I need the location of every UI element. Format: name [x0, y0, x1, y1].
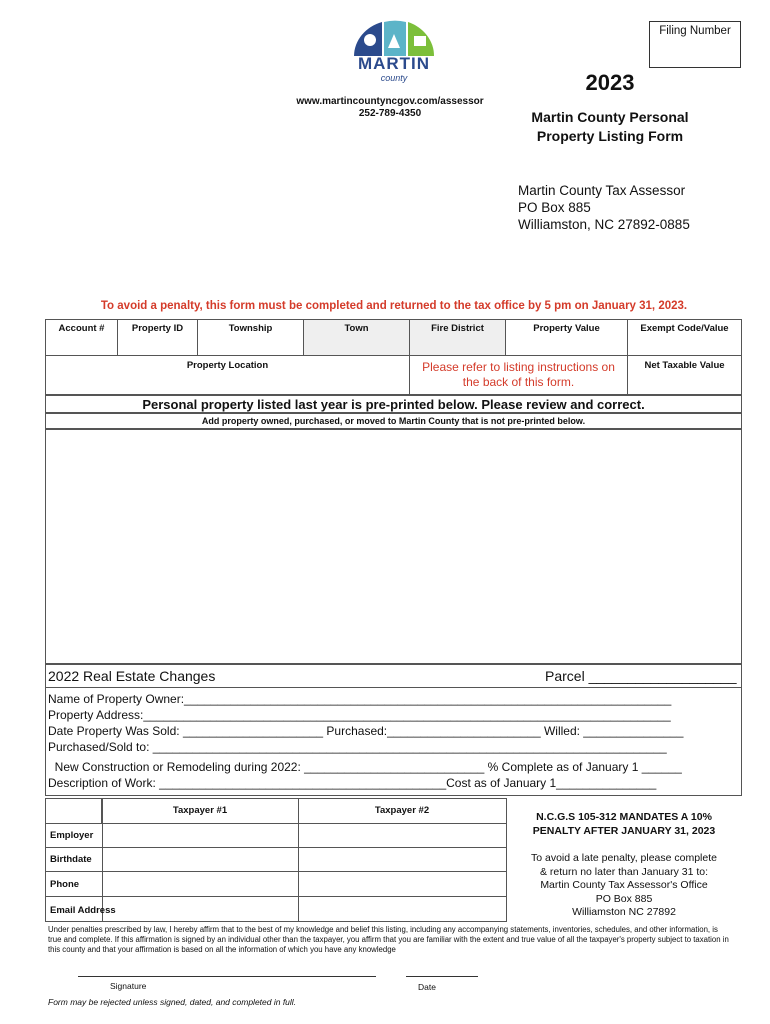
address-line: Martin County Tax Assessor	[518, 183, 686, 198]
return-line: PO Box 885	[595, 892, 653, 905]
account-cell[interactable]	[46, 320, 118, 356]
instructions-line2: the back of this form.	[462, 375, 575, 389]
property-id-cell[interactable]	[118, 320, 198, 356]
taxpayer2-email-field[interactable]	[299, 897, 506, 921]
township-cell[interactable]	[198, 320, 304, 356]
property-location-label: Property Location	[186, 360, 269, 371]
exempt-cell[interactable]	[628, 320, 741, 356]
form-title	[500, 108, 720, 146]
date-line[interactable]	[406, 976, 478, 977]
township-header: Township	[228, 323, 273, 334]
filing-number-label: Filing Number	[659, 25, 731, 37]
property-address-field[interactable]: Property Address:_______________________________________________________________________________	[48, 708, 671, 722]
taxpayer2-phone-field[interactable]	[299, 872, 506, 896]
affirmation-text: Under penalties prescribed by law, I hereby affirm that to the best of my knowledge and belief this listing, including any accompanying statements, inventories, schedules, and other information, is true and complete. If this affirmation is signed by an individual other than the taxpayer, you affirm that you are familiar with the extent and true value of all the taxpayer's property subject to taxation in this county and that your affirmation is based on all the information of which you have any knowledge	[48, 925, 729, 954]
return-instructions	[510, 852, 738, 920]
parcel-field[interactable]: Parcel ___________________	[545, 668, 737, 684]
purchased-sold-to-field[interactable]: Purchased/Sold to: _____________________________________________________________________________	[48, 740, 667, 754]
taxpayer1-employer-field[interactable]	[103, 824, 298, 847]
net-taxable-cell[interactable]	[628, 356, 741, 394]
taxpayer1-phone-field[interactable]	[103, 872, 298, 896]
taxpayer1-birthdate-field[interactable]	[103, 848, 298, 871]
website-link[interactable]: www.martincountyncgov.com/assessor	[296, 96, 484, 107]
form-year: 2023	[585, 70, 635, 95]
footer-note: Form may be rejected unless signed, dated, and completed in full.	[48, 997, 297, 1007]
property-id-header: Property ID	[131, 323, 184, 334]
return-line: & return no later than January 31 to:	[539, 865, 709, 878]
net-taxable-label: Net Taxable Value	[644, 360, 725, 371]
instructions-line1: Please refer to listing instructions on	[422, 360, 615, 374]
instructions-cell	[410, 356, 628, 394]
employer-label: Employer	[50, 830, 94, 841]
return-line: Williamston NC 27892	[572, 906, 676, 918]
logo-text: MARTIN	[357, 54, 431, 73]
town-header: Town	[344, 323, 369, 334]
fire-district-header: Fire District	[431, 323, 484, 334]
property-location-cell[interactable]	[46, 356, 410, 394]
logo-subtext: county	[380, 73, 408, 83]
taxpayer1-header: Taxpayer #1	[172, 805, 228, 816]
real-estate-heading: 2022 Real Estate Changes	[48, 668, 216, 684]
owner-name-field[interactable]: Name of Property Owner:_________________________________________________________________________	[48, 692, 672, 706]
property-value-header: Property Value	[533, 323, 600, 334]
taxpayer2-birthdate-field[interactable]	[299, 848, 506, 871]
property-info-grid	[45, 319, 742, 395]
return-line: To avoid a late penalty, please complete	[530, 852, 717, 864]
filing-number-box[interactable]	[649, 21, 741, 68]
new-construction-field[interactable]: New Construction or Remodeling during 2022: ___________________________ % Complete as of January 1 ______	[48, 760, 682, 774]
exempt-header: Exempt Code/Value	[640, 323, 729, 334]
property-listing-area[interactable]	[45, 429, 742, 664]
martin-county-logo	[348, 20, 440, 92]
taxpayer2-header: Taxpayer #2	[374, 805, 430, 816]
return-line: Martin County Tax Assessor's Office	[540, 879, 708, 891]
penalty-mandate	[510, 810, 738, 838]
property-value-cell[interactable]	[506, 320, 628, 356]
address-line: PO Box 885	[518, 200, 591, 215]
taxpayer-table	[45, 798, 507, 922]
email-label: Email Address	[50, 905, 116, 916]
form-title-line2: Property Listing Form	[536, 128, 684, 144]
mandate-line2: PENALTY AFTER JANUARY 31, 2023	[532, 825, 716, 837]
phone-label: Phone	[50, 879, 80, 890]
instructions-note	[410, 360, 627, 390]
phone-number: 252-789-4350	[358, 108, 422, 119]
assessor-address	[518, 182, 690, 233]
taxpayer-corner	[46, 799, 102, 824]
taxpayer1-email-field[interactable]	[103, 897, 298, 921]
taxpayer2-employer-field[interactable]	[299, 824, 506, 847]
form-title-line1: Martin County Personal	[531, 109, 689, 125]
mandate-line1: N.C.G.S 105-312 MANDATES A 10%	[536, 811, 712, 823]
signature-line[interactable]	[78, 976, 376, 977]
fire-district-cell[interactable]	[410, 320, 506, 356]
date-label: Date	[418, 982, 436, 992]
contact-info	[250, 96, 530, 120]
preprinted-heading: Personal property listed last year is pre-printed below. Please review and correct.	[45, 395, 742, 413]
birthdate-label: Birthdate	[50, 854, 92, 865]
town-cell[interactable]	[304, 320, 410, 356]
work-description-field[interactable]: Description of Work: ___________________________________________Cost as of January 1_______________	[48, 776, 657, 790]
address-line: Williamston, NC 27892-0885	[518, 217, 690, 232]
sale-date-field[interactable]: Date Property Was Sold: _____________________ Purchased:_______________________ Willed: _______________	[48, 724, 684, 738]
account-header: Account #	[58, 323, 105, 334]
signature-label: Signature	[110, 981, 147, 991]
penalty-warning: To avoid a penalty, this form must be completed and returned to the tax office by 5 pm on January 31, 2023.	[100, 300, 688, 312]
add-property-note: Add property owned, purchased, or moved to Martin County that is not pre-printed below.	[45, 413, 742, 429]
